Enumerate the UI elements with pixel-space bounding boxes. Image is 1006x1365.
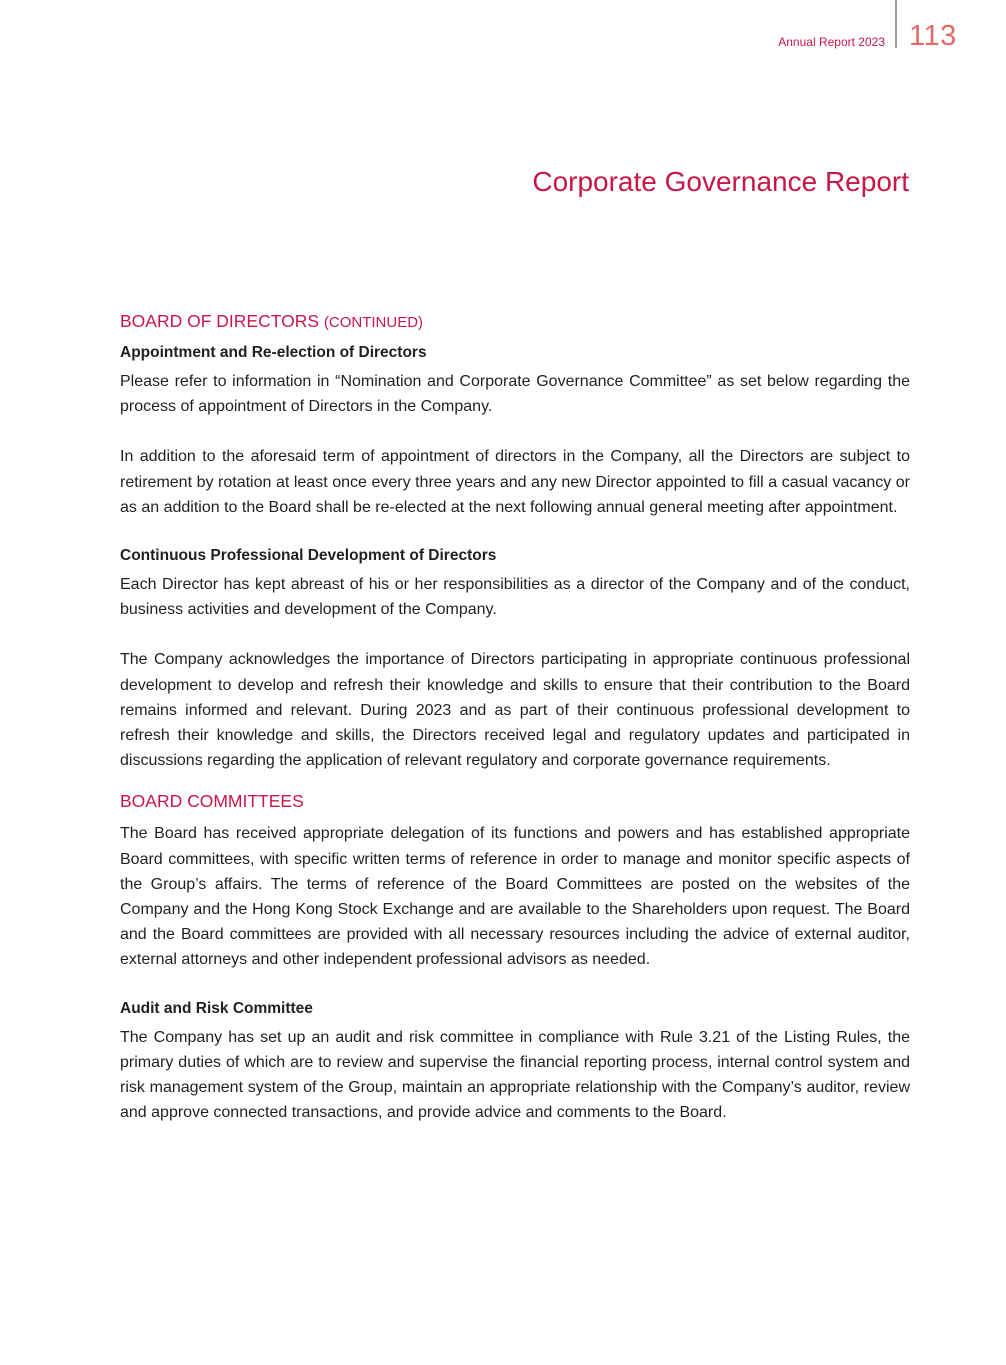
subsection-heading: Continuous Professional Development of Directors xyxy=(120,547,497,565)
header-divider xyxy=(895,0,897,48)
paragraph: The Company has set up an audit and risk committee in compliance with Rule 3.21 of the Listing Rules, the primary duties of which are to review and supervise the financial reporting process, internal control system and risk management system of the Group, maintain an appropriate relationship with the Company’s auditor, review and approve connected transactions, and provide advice and comments to the Board. xyxy=(120,1028,910,1122)
section-heading-suffix: (CONTINUED) xyxy=(323,314,424,331)
paragraph: The Company acknowledges the importance of Directors participating in appropriate continuous professional development to develop and refresh their knowledge and skills to ensure that their contribution to the Board remains informed and relevant. During 2023 and as part of their continuous professional development to refresh their knowledge and skills, the Directors received legal and regulatory updates and participated in discussions regarding the application of relevant regulatory and corporate governance requirements. xyxy=(120,651,910,770)
paragraph: The Board has received appropriate delegation of its functions and powers and has established appropriate Board committees, with specific written terms of reference in order to manage and monitor specific aspects of the Group’s affairs. The terms of reference of the Board Committees are posted on the websites of the Company and the Hong Kong Stock Exchange and are available to the Shareholders upon request. The Board and the Board committees are provided with all necessary resources including the advice of external auditor, external attorneys and other independent professional advisors as needed. xyxy=(120,825,910,969)
section-board-committees xyxy=(120,789,910,1125)
section-heading xyxy=(120,309,910,335)
subsection-heading: Audit and Risk Committee xyxy=(120,999,313,1017)
subsection-heading: Appointment and Re-election of Directors xyxy=(120,344,427,361)
section-heading-text: BOARD OF DIRECTORS xyxy=(120,311,320,331)
page-content xyxy=(120,309,910,1125)
section-heading: BOARD COMMITTEES xyxy=(120,791,304,812)
report-label: Annual Report 2023 xyxy=(778,35,885,49)
section-board-of-directors xyxy=(120,309,910,773)
paragraph: Each Director has kept abreast of his or her responsibilities as a director of the Company and of the conduct, business activities and development of the Company. xyxy=(120,576,910,619)
page-number: 113 xyxy=(909,20,957,52)
page-title: Corporate Governance Report xyxy=(532,166,909,197)
paragraph: Please refer to information in “Nomination and Corporate Governance Committee” as set below regarding the process of appointment of Directors in the Company. xyxy=(120,373,910,416)
paragraph: In addition to the aforesaid term of appointment of directors in the Company, all the Directors are subject to retirement by rotation at least once every three years and any new Director appointed to fill a casual vacancy or as an addition to the Board shall be re-elected at the next following annual general meeting after appointment. xyxy=(120,448,910,516)
